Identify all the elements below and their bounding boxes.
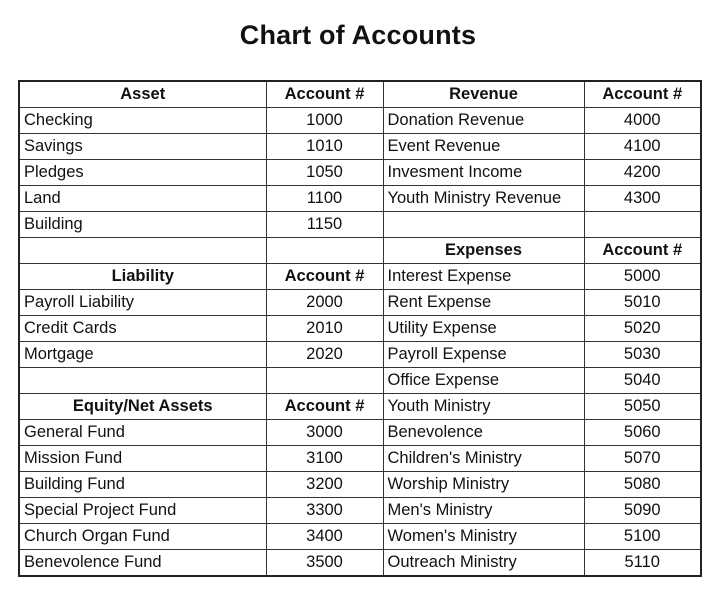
table-row [19,186,701,212]
account-number-cell: 4100 [584,134,701,160]
account-number-header-cell: Account # [266,81,383,108]
table-row [19,342,701,368]
account-name-cell: Women's Ministry [383,524,584,550]
account-name-cell [383,212,584,238]
account-name-cell: Utility Expense [383,316,584,342]
account-name-cell: Rent Expense [383,290,584,316]
table-row [19,108,701,134]
account-name-cell: Church Organ Fund [19,524,266,550]
account-number-cell: 5080 [584,472,701,498]
page-title: Chart of Accounts [239,20,477,50]
account-number-cell: 2020 [266,342,383,368]
account-number-cell: 5070 [584,446,701,472]
account-name-cell: Checking [19,108,266,134]
table-body [19,81,701,576]
account-name-cell: Payroll Liability [19,290,266,316]
account-number-cell: 5000 [584,264,701,290]
account-number-header-cell: Account # [584,238,701,264]
account-number-cell: 1050 [266,160,383,186]
account-name-cell: Invesment Income [383,160,584,186]
account-number-cell: 3200 [266,472,383,498]
account-name-cell: Savings [19,134,266,160]
account-number-header-cell: Account # [266,394,383,420]
account-number-cell: 3500 [266,550,383,577]
account-number-cell: 3400 [266,524,383,550]
account-name-cell: Land [19,186,266,212]
account-number-cell: 3000 [266,420,383,446]
section-header-cell: Liability [19,264,266,290]
account-name-cell: Credit Cards [19,316,266,342]
account-name-cell: Children's Ministry [383,446,584,472]
account-name-cell: Payroll Expense [383,342,584,368]
table-row [19,290,701,316]
table-row [19,134,701,160]
table-row [19,420,701,446]
account-number-cell [266,238,383,264]
account-number-cell: 2000 [266,290,383,316]
account-number-cell: 1010 [266,134,383,160]
account-number-cell: 5100 [584,524,701,550]
table-row [19,550,701,577]
account-number-cell: 5010 [584,290,701,316]
section-header-cell: Revenue [383,81,584,108]
account-number-cell: 5050 [584,394,701,420]
table-row [19,238,701,264]
account-name-cell: Mortgage [19,342,266,368]
section-header-cell: Asset [19,81,266,108]
section-header-cell: Expenses [383,238,584,264]
account-name-cell: Office Expense [383,368,584,394]
account-number-cell: 1000 [266,108,383,134]
section-header-cell: Equity/Net Assets [19,394,266,420]
account-number-cell: 1150 [266,212,383,238]
account-name-cell: Outreach Ministry [383,550,584,577]
account-number-cell: 3100 [266,446,383,472]
table-row [19,316,701,342]
account-name-cell [19,238,266,264]
account-name-cell: Men's Ministry [383,498,584,524]
table-row [19,472,701,498]
account-number-cell [584,212,701,238]
account-name-cell: Donation Revenue [383,108,584,134]
account-number-cell: 5110 [584,550,701,577]
account-number-cell [266,368,383,394]
account-name-cell: Interest Expense [383,264,584,290]
account-name-cell: Pledges [19,160,266,186]
table-row [19,446,701,472]
account-name-cell: Worship Ministry [383,472,584,498]
table-row [19,498,701,524]
account-number-header-cell: Account # [266,264,383,290]
account-number-cell: 4200 [584,160,701,186]
account-name-cell: Building Fund [19,472,266,498]
account-name-cell: Event Revenue [383,134,584,160]
account-name-cell: General Fund [19,420,266,446]
account-number-cell: 5090 [584,498,701,524]
account-name-cell: Building [19,212,266,238]
account-number-cell: 5060 [584,420,701,446]
account-number-header-cell: Account # [584,81,701,108]
account-name-cell: Youth Ministry [383,394,584,420]
table-row [19,394,701,420]
table-row [19,524,701,550]
account-name-cell: Benevolence Fund [19,550,266,577]
account-number-cell: 5040 [584,368,701,394]
chart-of-accounts-table [18,80,702,577]
account-number-cell: 4000 [584,108,701,134]
account-number-cell: 2010 [266,316,383,342]
account-number-cell: 1100 [266,186,383,212]
account-name-cell: Mission Fund [19,446,266,472]
table-row [19,212,701,238]
table-row [19,368,701,394]
account-number-cell: 5030 [584,342,701,368]
account-name-cell: Youth Ministry Revenue [383,186,584,212]
account-name-cell: Special Project Fund [19,498,266,524]
table-row [19,264,701,290]
account-number-cell: 4300 [584,186,701,212]
table-row [19,160,701,186]
account-name-cell [19,368,266,394]
account-number-cell: 3300 [266,498,383,524]
table-row [19,81,701,108]
account-name-cell: Benevolence [383,420,584,446]
account-number-cell: 5020 [584,316,701,342]
